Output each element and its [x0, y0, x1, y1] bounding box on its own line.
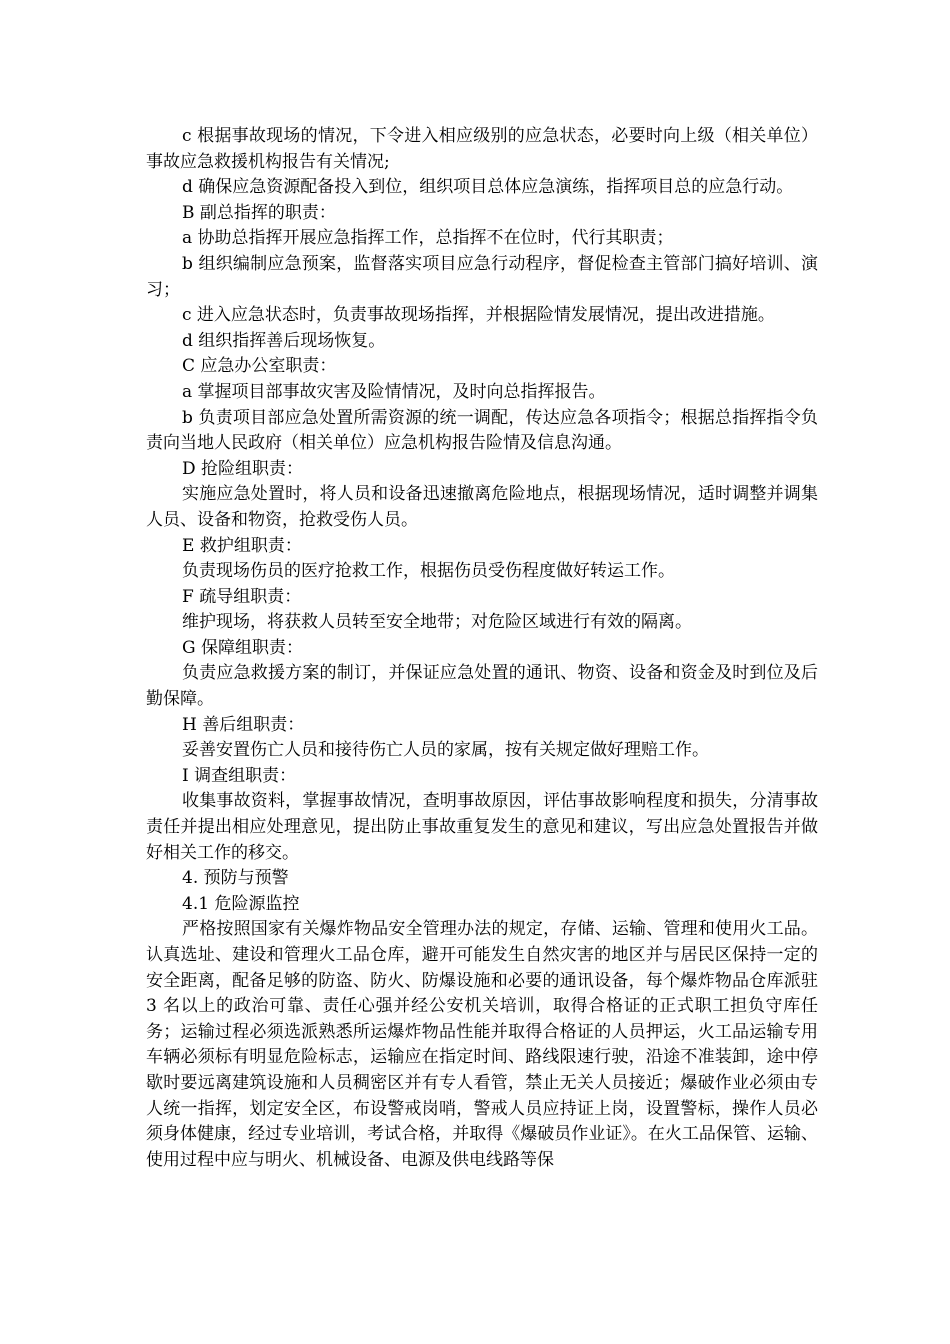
heading-medical-group: E 救护组职责： — [182, 535, 302, 556]
heading-emergency-office: C 应急办公室职责： — [182, 356, 337, 377]
paragraph-d-resources: d 确保应急资源配备投入到位，组织项目总体应急演练，指挥项目总的应急行动。 — [182, 177, 794, 198]
paragraph-deputy-d: d 组织指挥善后现场恢复。 — [182, 330, 386, 351]
paragraph-deputy-c: c 进入应急状态时，负责事故现场指挥，并根据险情发展情况，提出改进措施。 — [182, 305, 775, 326]
paragraph-evacuation-group: 维护现场，将获救人员转至安全地带；对危险区域进行有效的隔离。 — [182, 612, 692, 633]
paragraph-deputy-b: b 组织编制应急预案，监督落实项目应急行动程序，督促检查主管部门搞好培训、演习； — [146, 253, 818, 300]
paragraph-medical-group: 负责现场伤员的医疗抢救工作，根据伤员受伤程度做好转运工作。 — [182, 561, 675, 582]
paragraph-hazard-monitoring: 严格按照国家有关爆炸物品安全管理办法的规定，存储、运输、管理和使用火工品。认真选址、建设和管理火工品仓库，避开可能发生自然灾害的地区并与居民区保持一定的安全距离，配备足够的防盗、防火、防爆设施和必要的通讯设备，每个爆炸物品仓库派驻 3 名以上的政治可靠、责任心强并经公安机关培训，取得合格证的正式职工担负守库任务；运输过程必须选派熟悉所运爆炸物品性能并取得合格证的人员押运，火工品运输专用车辆必须标有明显危险标志，运输应在指定时间、路线限速行驶，沿途不准装卸，途中停歇时要远离建筑设施和人员稠密区并有专人看管，禁止无关人员接近；爆破作业必须由专人统一指挥，划定安全区，布设警戒岗哨，警戒人员应持证上岗，设置警标，操作人员必须身体健康，经过专业培训，考试合格，并取得《爆破员作业证》。在火工品保管、运输、使用过程中应与明火、机械设备、电源及供电线路等保 — [146, 919, 818, 1170]
paragraph-c-command: c 根据事故现场的情况，下令进入相应级别的应急状态，必要时向上级（相关单位）事故应急救援机构报告有关情况; — [146, 126, 818, 172]
paragraph-office-a: a 掌握项目部事故灾害及险情情况，及时向总指挥报告。 — [182, 381, 606, 402]
heading-evacuation-group: F 疏导组职责： — [182, 586, 302, 607]
heading-support-group: G 保障组职责： — [182, 637, 303, 658]
heading-rescue-group: D 抢险组职责： — [182, 458, 304, 479]
paragraph-deputy-a: a 协助总指挥开展应急指挥工作，总指挥不在位时，代行其职责； — [182, 228, 674, 249]
paragraph-rescue-group: 实施应急处置时，将人员和设备迅速撤离危险地点，根据现场情况，适时调整并调集人员、设备和物资，抢救受伤人员。 — [146, 484, 818, 530]
paragraph-office-b: b 负责项目部应急处置所需资源的统一调配，传达应急各项指令；根据总指挥指令负责向当地人民政府（相关单位）应急机构报告险情及信息沟通。 — [146, 407, 818, 454]
heading-deputy-commander: B 副总指挥的职责： — [182, 202, 336, 223]
subsection-heading-hazard-monitoring: 4.1 危险源监控 — [182, 893, 300, 914]
paragraph-support-group: 负责应急救援方案的制订，并保证应急处置的通讯、物资、设备和资金及时到位及后勤保障。 — [146, 663, 818, 710]
document-body — [146, 124, 818, 1173]
paragraph-investigation-group: 收集事故资料，掌握事故情况，查明事故原因，评估事故影响程度和损失，分清事故责任并提出相应处理意见，提出防止事故重复发生的意见和建议，写出应急处置报告并做好相关工作的移交。 — [146, 791, 818, 863]
paragraph-aftermath-group: 妥善安置伤亡人员和接待伤亡人员的家属，按有关规定做好理赔工作。 — [182, 740, 709, 761]
heading-aftermath-group: H 善后组职责： — [182, 714, 305, 735]
heading-investigation-group: I 调查组职责： — [182, 765, 297, 786]
section-heading-prevention: 4. 预防与预警 — [182, 868, 289, 889]
